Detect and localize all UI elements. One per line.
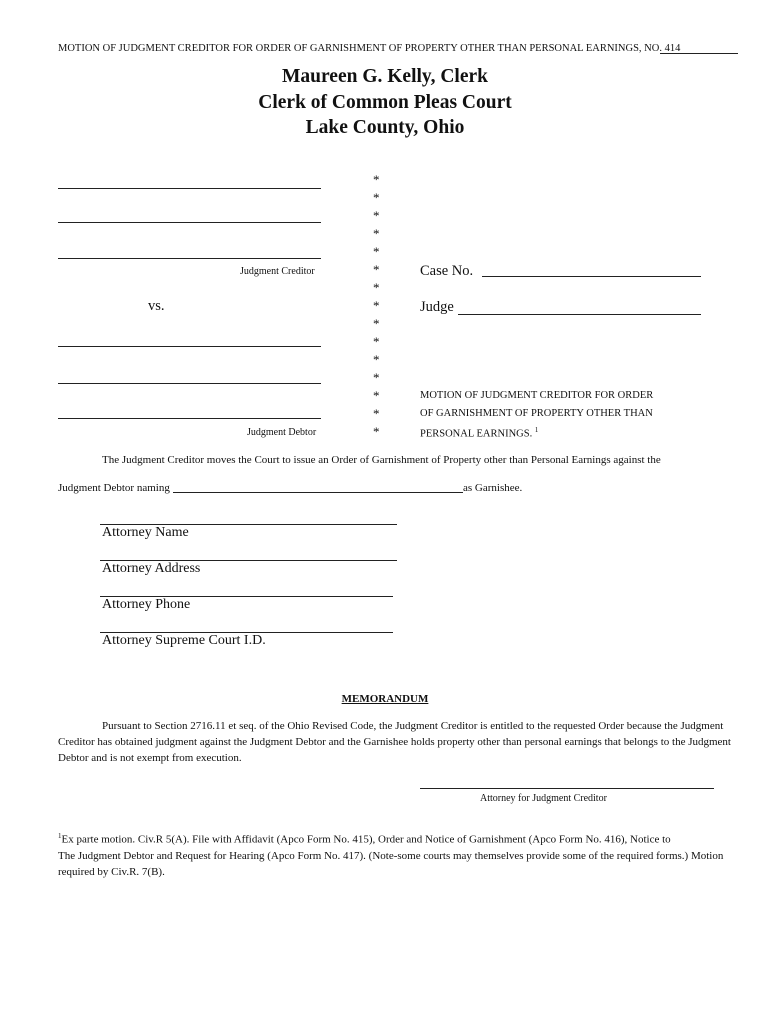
attorney-signature-field[interactable] <box>420 788 714 789</box>
case-number-field[interactable] <box>482 276 701 277</box>
caption-asterisk: * <box>373 334 380 349</box>
form-header-text: MOTION OF JUDGMENT CREDITOR FOR ORDER OF GARNISHMENT OF PROPERTY OTHER THAN PERSONAL EARNINGS, NO. 414 <box>58 43 681 54</box>
motion-title-line1: MOTION OF JUDGMENT CREDITOR FOR ORDER <box>420 390 654 401</box>
versus-label: vs. <box>148 298 165 314</box>
court-name: Clerk of Common Pleas Court <box>258 92 512 113</box>
footnote-line1: $^1$Ex parte motion. Civ.R 5(A). File with Affidavit (Apco Form No. 415), Order and Notice of Garnishment (Apco Form No. 416), Notice to <box>58 832 671 846</box>
caption-asterisk: * <box>373 262 380 277</box>
motion-title-line2: OF GARNISHMENT OF PROPERTY OTHER THAN <box>420 408 653 419</box>
judge-label: Judge <box>420 299 454 315</box>
footnote <box>58 828 748 880</box>
form-header <box>58 43 738 54</box>
attorney-name-field[interactable]: Attorney Name <box>102 525 189 540</box>
clerk-name: Maureen G. Kelly, Clerk <box>282 66 488 87</box>
attorney-signature-label: Attorney for Judgment Creditor <box>480 793 607 804</box>
caption-asterisk: * <box>373 244 380 259</box>
attorney-id-field[interactable]: Attorney Supreme Court I.D. <box>102 633 266 648</box>
caption-asterisk: * <box>373 226 380 241</box>
creditor-city-field[interactable] <box>58 258 321 259</box>
form-header-fill-line <box>660 53 738 54</box>
caption-asterisk: * <box>373 406 380 421</box>
attorney-address-field[interactable]: Attorney Address <box>102 561 201 576</box>
caption-asterisk: * <box>373 280 380 295</box>
debtor-address-field[interactable] <box>58 383 321 384</box>
footnote-mark: 1 <box>58 832 62 840</box>
garnishee-naming-label: Judgment Debtor naming <box>58 482 170 494</box>
footnote-line3: required by Civ.R. 7(B). <box>58 865 165 878</box>
case-number-label: Case No. <box>420 263 474 279</box>
judge-field[interactable] <box>458 314 701 315</box>
caption-asterisk: * <box>373 388 380 403</box>
memorandum-heading: MEMORANDUM <box>341 693 429 705</box>
caption-asterisk: * <box>373 316 380 331</box>
judgment-debtor-label: Judgment Debtor <box>247 427 317 438</box>
caption-asterisk: * <box>373 298 380 313</box>
footnote-reference: 1 <box>534 426 539 434</box>
motion-title-line3: PERSONAL EARNINGS. $^1$ <box>420 426 539 440</box>
county-name: Lake County, Ohio <box>305 117 465 138</box>
caption-asterisk: * <box>373 172 380 187</box>
creditor-name-field[interactable] <box>58 188 321 189</box>
memorandum-paragraph: Pursuant to Section 2716.11 et seq. of the Ohio Revised Code, the Judgment Creditor is entitled to the requested Order because the Judgment Creditor has obtained judgment against the Judgment Debtor and the Garnishee holds property other than personal earnings that belongs to the Judgment Debtor and is not exempt from execution. <box>58 720 731 764</box>
debtor-name-field[interactable] <box>58 346 321 347</box>
debtor-city-field[interactable] <box>58 418 321 419</box>
caption-asterisk: * <box>373 424 380 439</box>
judgment-creditor-label: Judgment Creditor <box>240 266 315 277</box>
creditor-address-field[interactable] <box>58 222 321 223</box>
motion-body-text: The Judgment Creditor moves the Court to issue an Order of Garnishment of Property other than Personal Earnings against the <box>102 454 661 466</box>
caption-asterisk: * <box>373 370 380 385</box>
garnishee-name-field[interactable] <box>173 492 463 493</box>
garnishee-suffix: as Garnishee. <box>463 482 523 494</box>
caption-asterisk: * <box>373 190 380 205</box>
footnote-line2: The Judgment Debtor and Request for Hearing (Apco Form No. 417). (Note-some courts may themselves provide some of the required forms.) Motion <box>58 849 724 862</box>
caption-asterisk: * <box>373 208 380 223</box>
attorney-phone-field[interactable]: Attorney Phone <box>102 597 191 612</box>
caption-asterisk: * <box>373 352 380 367</box>
